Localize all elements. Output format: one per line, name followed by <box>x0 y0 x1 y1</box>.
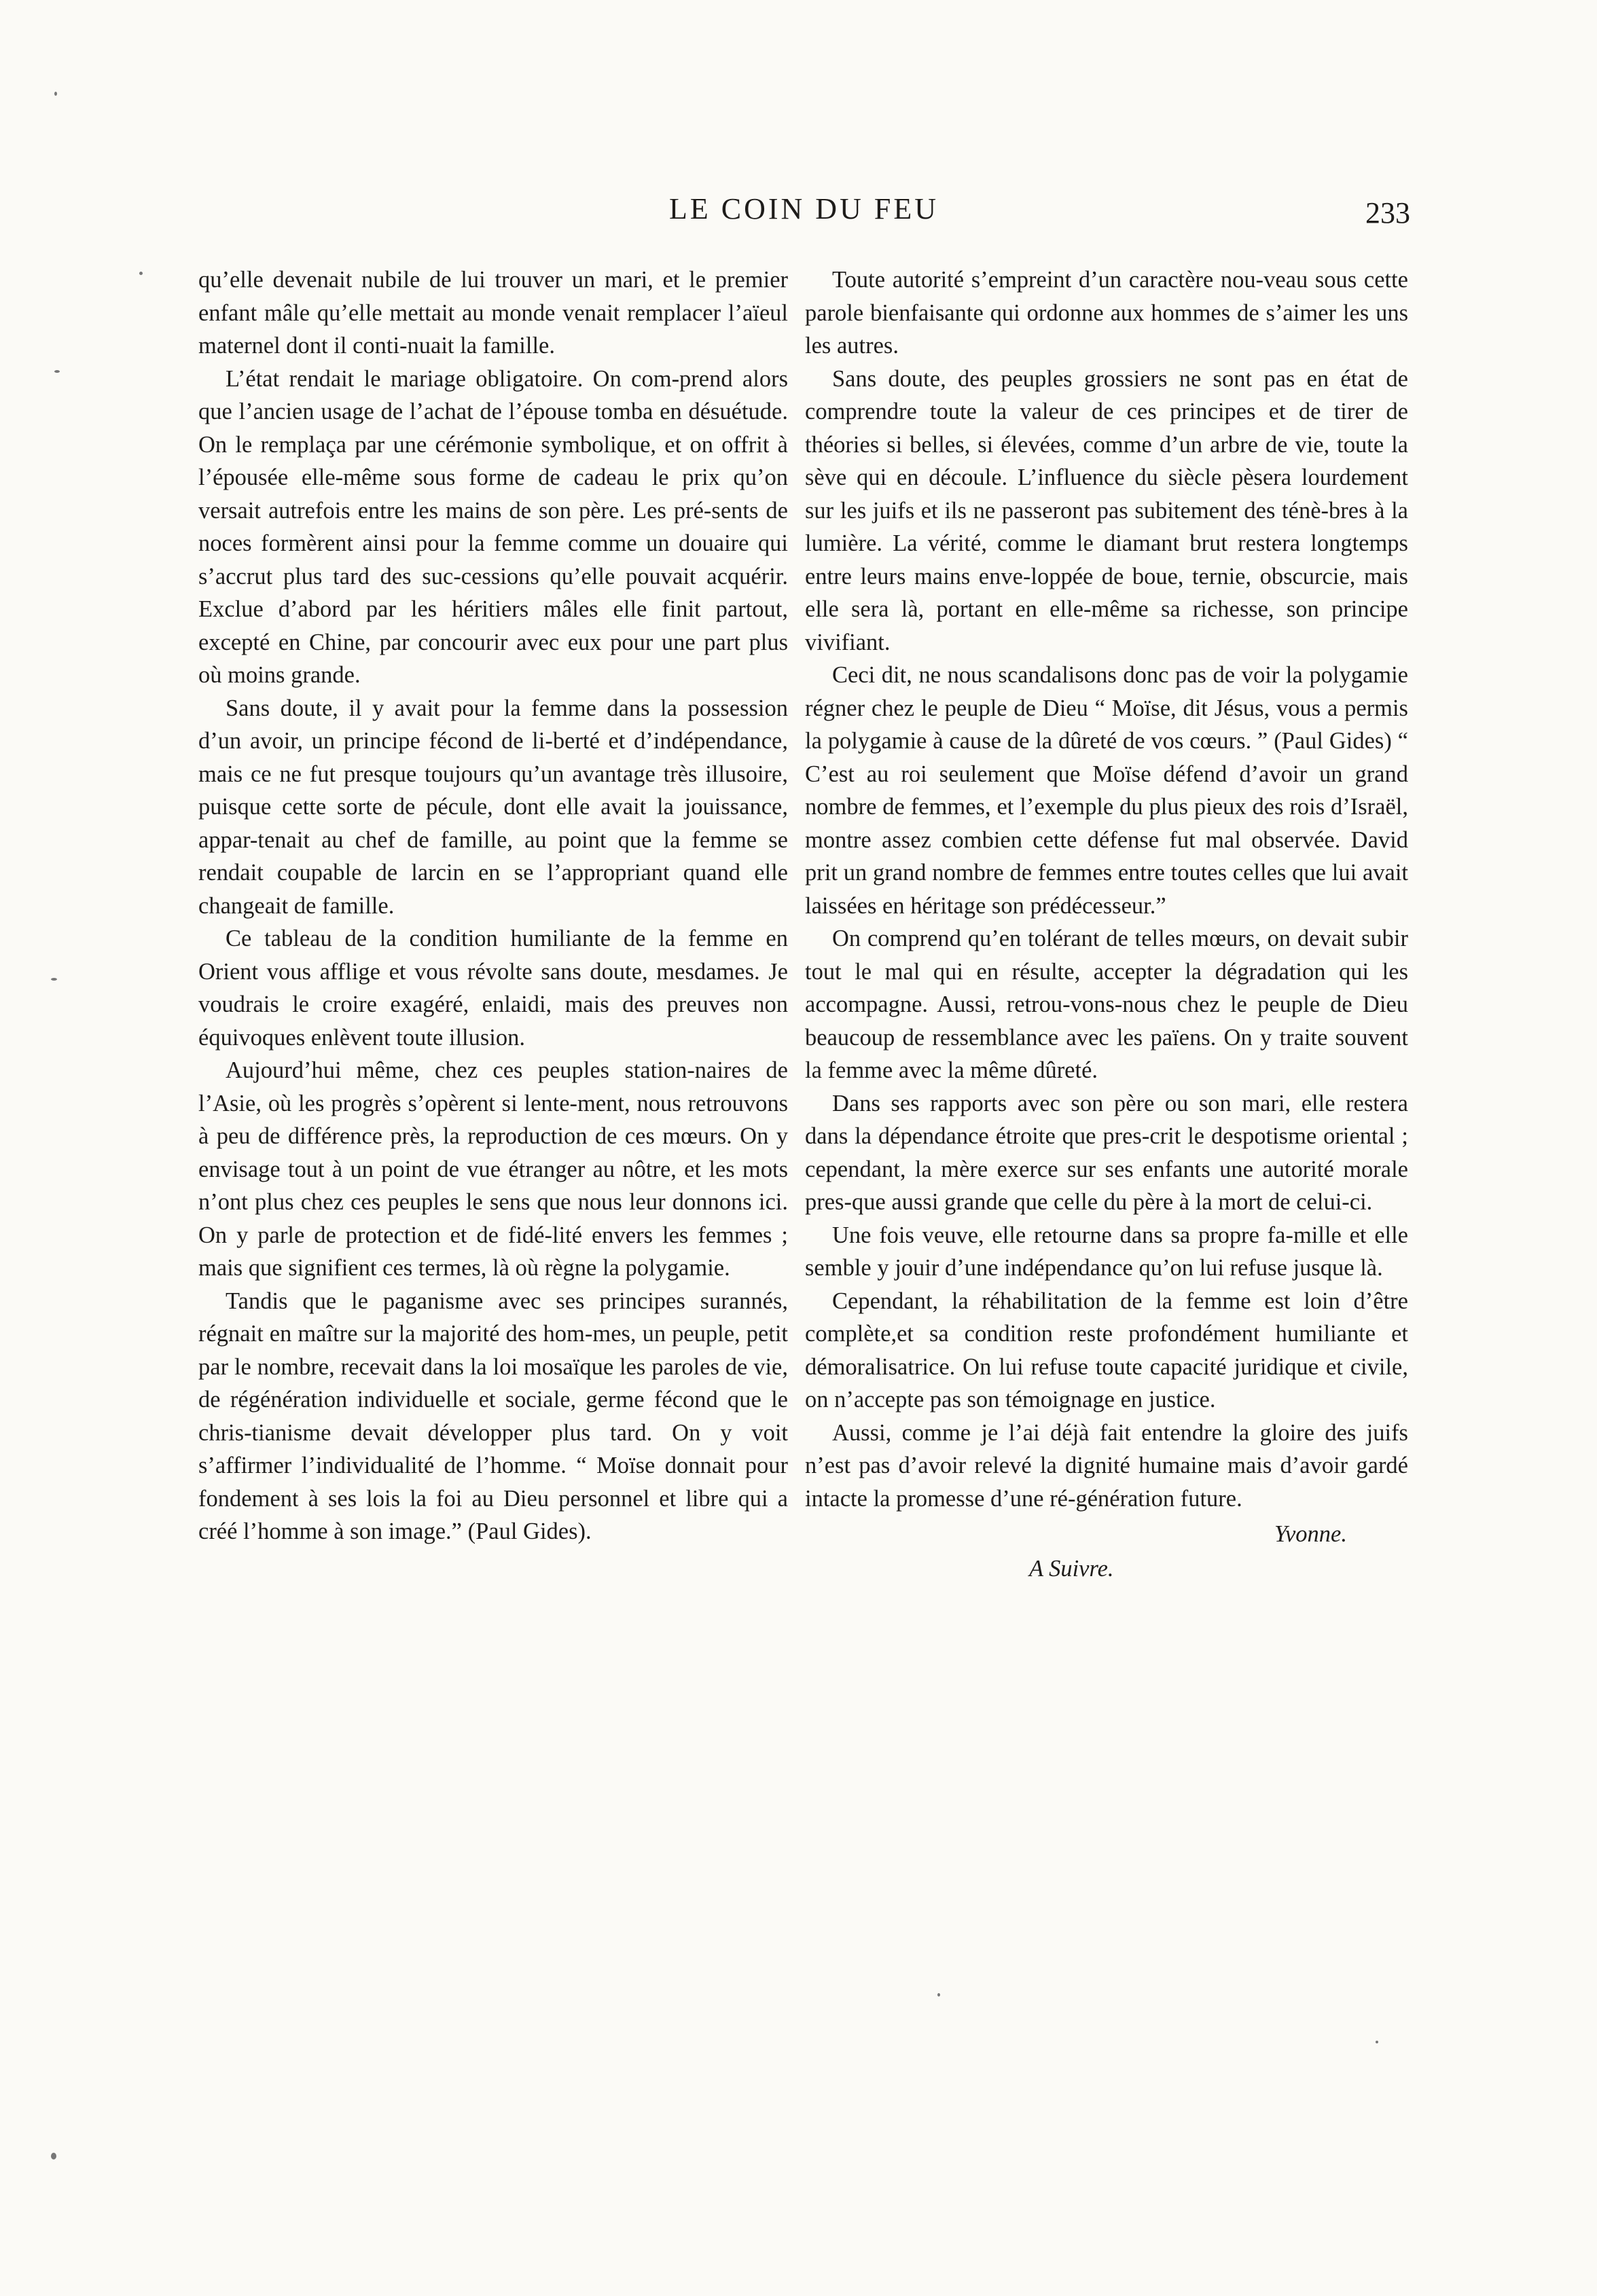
scan-speck <box>937 1993 940 1997</box>
scan-speck <box>54 370 60 373</box>
scan-speck <box>54 92 57 96</box>
scan-speck <box>51 2153 56 2160</box>
left-column <box>198 263 788 1548</box>
author-signature: Yvonne. <box>1274 1521 1347 1547</box>
right-column <box>805 263 1408 1585</box>
scan-speck <box>1376 2041 1378 2043</box>
paragraph: L’état rendait le mariage obligatoire. On com-prend alors que l’ancien usage de l’achat de l’épouse tomba en désuétude. On le remplaça par une cérémonie symbolique, et on offrit à l’épousée elle-même sous forme de cadeau le prix qu’on versait autrefois entre les mains de son père. Les pré-sents de noces formèrent ainsi pour la femme comme un douaire qui s’accrut plus tard des suc-cessions qu’elle pouvait acquérir. Exclue d’abord par les héritiers mâles elle finit partout, excepté en Chine, par concourir avec eux pour une part plus où moins grande. <box>198 365 788 688</box>
paragraph: On comprend qu’en tolérant de telles mœurs, on devait subir tout le mal qui en résulte, accepter la dégradation qui les accompagne. Aussi, retrou-vons-nous chez le peuple de Dieu beaucoup de ressemblance avec les païens. On y traite souvent la femme avec la même dûreté. <box>805 926 1408 1083</box>
paragraph: Aussi, comme je l’ai déjà fait entendre la gloire des juifs n’est pas d’avoir relevé la dignité humaine mais d’avoir gardé intacte la promesse d’une ré-génération future. <box>805 1419 1408 1512</box>
paragraph: Tandis que le paganisme avec ses principes surannés, régnait en maître sur la majorité des hom-mes, un peuple, petit par le nombre, recevait dans la loi mosaïque les paroles de vie, de régénération individuelle et sociale, germe fécond que le chris-tianisme devait développer plus tard. On y voit s’affirmer l’individualité de l’homme. “ Moïse donnait pour fondement à ses lois la foi au Dieu personnel et libre qui a créé l’homme à son image.” (Paul Gides). <box>198 1288 788 1544</box>
paragraph: Ce tableau de la condition humiliante de la femme en Orient vous afflige et vous révolte sans doute, mesdames. Je voudrais le croire exagéré, enlaidi, mais des preuves non équivoques enlèvent toute illusion. <box>198 926 788 1051</box>
paragraph: qu’elle devenait nubile de lui trouver un mari, et le premier enfant mâle qu’elle mettait au monde venait remplacer l’aïeul maternel dont il conti-nuait la famille. <box>198 267 788 359</box>
scan-speck <box>51 978 57 981</box>
paragraph: Sans doute, il y avait pour la femme dans la possession d’un avoir, un principe fécond de li-berté et d’indépendance, mais ce ne fut presque toujours qu’un avantage très illusoire, puisque cette sorte de pécule, dont elle avait la jouissance, appar-tenait au chef de famille, au point que la femme se rendait coupable de larcin en se l’appropriant quand elle changeait de famille. <box>198 695 788 919</box>
paragraph: Toute autorité s’empreint d’un caractère nou-veau sous cette parole bienfaisante qui ordonne aux hommes de s’aimer les uns les autres. <box>805 267 1408 359</box>
paragraph: Sans doute, des peuples grossiers ne sont pas en état de comprendre toute la valeur de ces principes et de tirer de théories si belles, si élevées, comme d’un arbre de vie, toute la sève qui en découle. L’influence du siècle pèsera lourdement sur les juifs et ils ne passeront pas subitement des ténè-bres à la lumière. La vérité, comme le diamant brut restera longtemps entre leurs mains enve-loppée de boue, ternie, obscurcie, mais elle sera là, portant en elle-même sa richesse, son principe vivifiant. <box>805 365 1408 655</box>
scan-speck <box>139 272 143 275</box>
paragraph: Ceci dit, ne nous scandalisons donc pas de voir la polygamie régner chez le peuple de Dieu “ Moïse, dit Jésus, vous a permis la polygamie à cause de la dûreté de vos cœurs. ” (Paul Gides) “ C’est au roi seulement que Moïse défend d’avoir un grand nombre de femmes, et l’exemple du plus pieux des rois d’Israël, montre assez combien cette défense fut mal observée. David prit un grand nombre de femmes entre toutes celles que lui avait laissées en héritage son prédécesseur.” <box>805 662 1408 919</box>
page-number: 233 <box>1365 196 1410 230</box>
paragraph: Une fois veuve, elle retourne dans sa propre fa-mille et elle semble y jouir d’une indépendance qu’on lui refuse jusque là. <box>805 1222 1408 1281</box>
paragraph: Cependant, la réhabilitation de la femme est loin d’être complète,et sa condition reste profondément humiliante et démoralisatrice. On lui refuse toute capacité juridique et civile, on n’accepte pas son témoignage en justice. <box>805 1288 1408 1413</box>
running-title: LE COIN DU FEU <box>669 192 939 225</box>
paragraph: Aujourd’hui même, chez ces peuples station-naires de l’Asie, où les progrès s’opèrent si lente-ment, nous retrouvons à peu de différence près, la reproduction de ces mœurs. On y envisage tout à un point de vue étranger au nôtre, et les mots n’ont plus chez ces peuples le sens que nous leur donnons ici. On y parle de protection et de fidé-lité envers les femmes ; mais que signifient ces termes, là où règne la polygamie. <box>198 1057 788 1281</box>
continuation-note: A Suivre. <box>1029 1555 1114 1582</box>
running-head <box>0 192 1597 232</box>
paragraph: Dans ses rapports avec son père ou son mari, elle restera dans la dépendance étroite que pres-crit le despotisme oriental ; cependant, la mère exerce sur ses enfants une autorité morale pres-que aussi grande que celle du père à la mort de celui-ci. <box>805 1090 1408 1215</box>
